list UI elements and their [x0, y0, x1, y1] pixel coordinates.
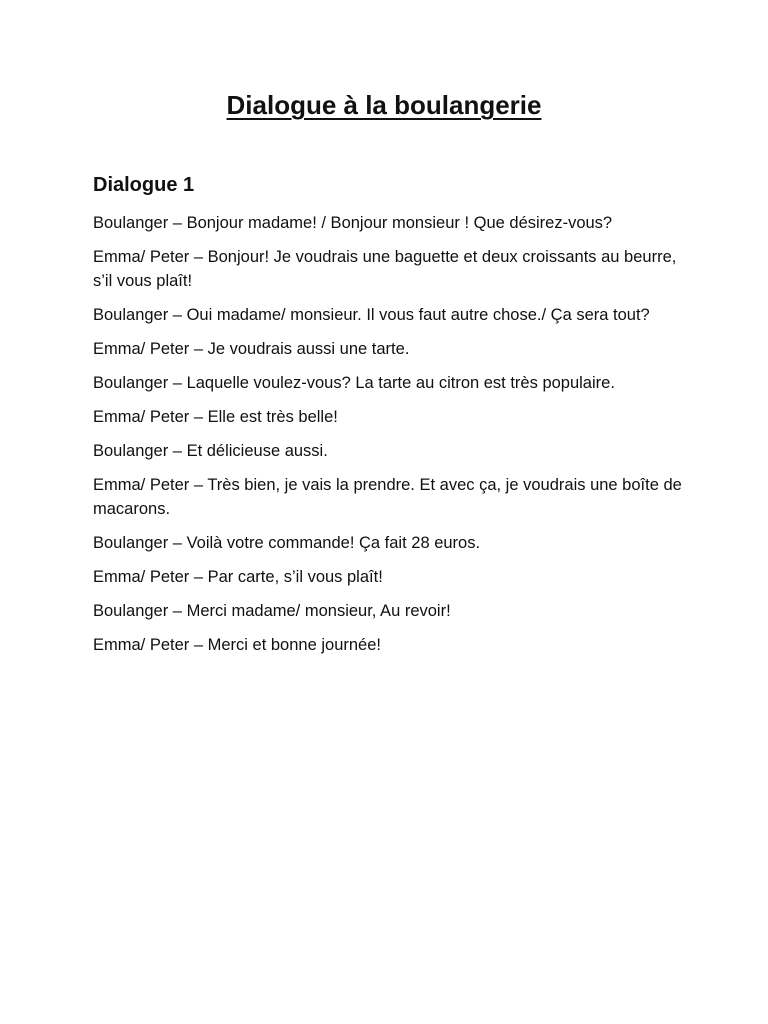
dialogue-line: Emma/ Peter – Elle est très belle!: [93, 408, 338, 426]
dialogue-lines: [93, 211, 683, 667]
dialogue-line: Emma/ Peter – Bonjour! Je voudrais une baguette et deux croissants au beurre, s’il vous plaît!: [93, 248, 677, 290]
section-heading: Dialogue 1: [93, 174, 195, 196]
dialogue-line: Emma/ Peter – Très bien, je vais la prendre. Et avec ça, je voudrais une boîte de macarons.: [93, 476, 682, 518]
dialogue-line: Emma/ Peter – Je voudrais aussi une tarte.: [93, 340, 410, 358]
dialogue-line: Boulanger – Laquelle voulez-vous? La tarte au citron est très populaire.: [93, 374, 615, 392]
dialogue-line: Boulanger – Oui madame/ monsieur. Il vous faut autre chose./ Ça sera tout?: [93, 306, 650, 324]
document-title: Dialogue à la boulangerie: [226, 90, 542, 120]
dialogue-line: Boulanger – Bonjour madame! / Bonjour monsieur ! Que désirez-vous?: [93, 214, 613, 232]
dialogue-line: Boulanger – Merci madame/ monsieur, Au revoir!: [93, 602, 451, 620]
dialogue-line: Boulanger – Et délicieuse aussi.: [93, 442, 328, 460]
dialogue-line: Boulanger – Voilà votre commande! Ça fait 28 euros.: [93, 534, 481, 552]
dialogue-line: Emma/ Peter – Par carte, s’il vous plaît!: [93, 568, 383, 586]
dialogue-line: Emma/ Peter – Merci et bonne journée!: [93, 636, 381, 654]
